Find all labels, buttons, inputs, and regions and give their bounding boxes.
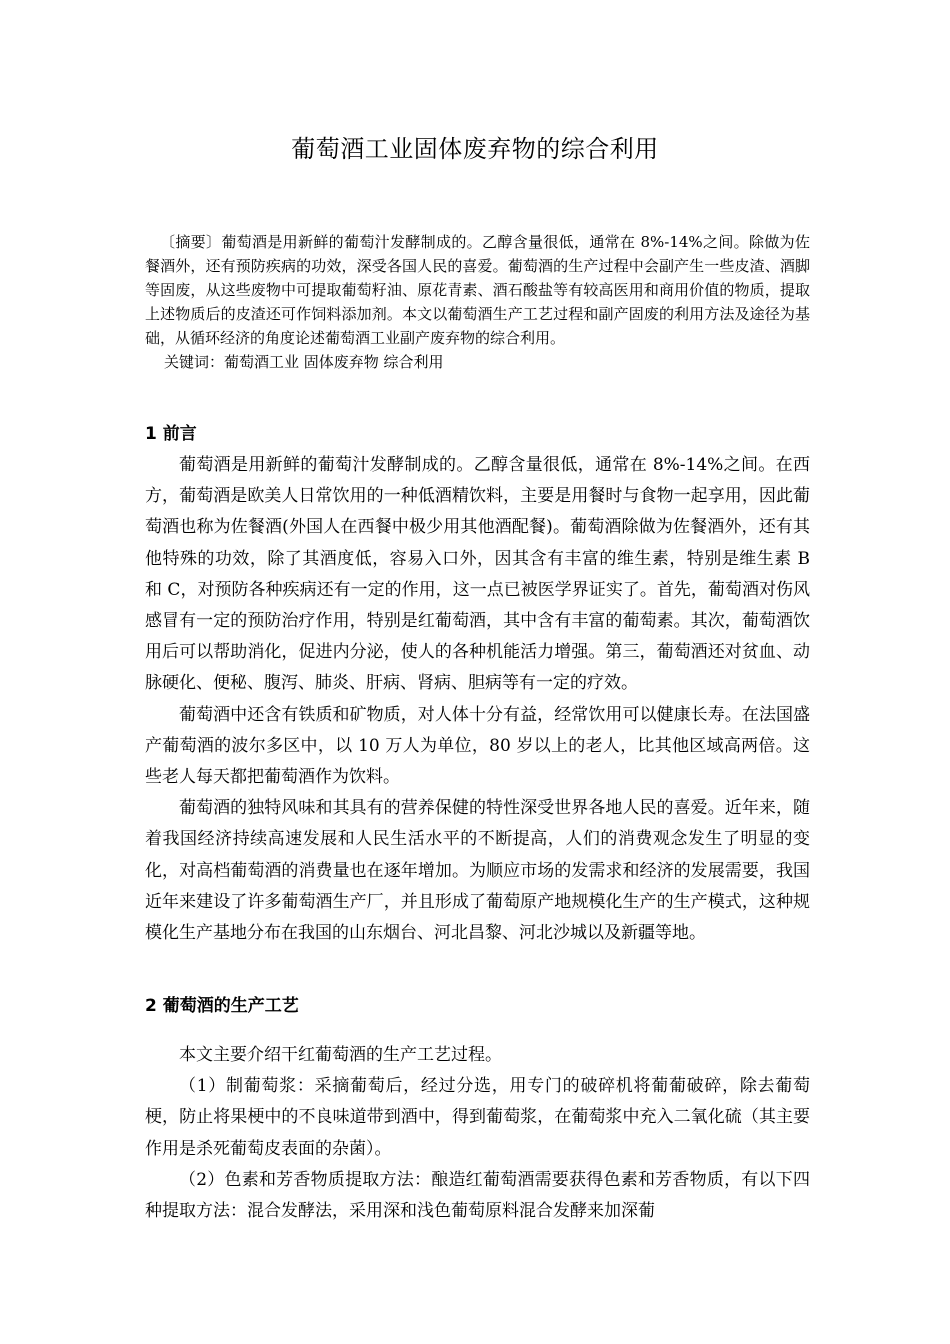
section-body-production-process bbox=[145, 1040, 810, 1227]
abstract-block bbox=[145, 230, 810, 374]
keywords-line: 关键词：葡萄酒工业 固体废弃物 综合利用 bbox=[164, 353, 444, 371]
paragraph: （1）制葡萄浆：采摘葡萄后，经过分选，用专门的破碎机将葡葡破碎，除去葡萄梗，防止将果梗中的不良味道带到酒中，得到葡萄浆，在葡萄浆中充入二氧化硫（其主要作用是杀死葡萄皮表面的杂菌）。 bbox=[145, 1076, 810, 1159]
paragraph: 葡萄酒的独特风味和其具有的营养保健的特性深受世界各地人民的喜爱。近年来，随着我国经济持续高速发展和人民生活水平的不断提高，人们的消费观念发生了明显的变化，对高档葡萄酒的消费量也在逐年增加。为顺应市场的发需求和经济的发展需要，我国近年来建设了许多葡萄酒生产厂，并且形成了葡萄原产地规模化生产的生产模式，这种规模化生产基地分布在我国的山东烟台、河北昌黎、河北沙城以及新疆等地。 bbox=[145, 798, 810, 944]
section-heading-production-process: 2 葡萄酒的生产工艺 bbox=[145, 996, 299, 1016]
paragraph: 葡萄酒中还含有铁质和矿物质，对人体十分有益，经常饮用可以健康长寿。在法国盛产葡萄酒的波尔多区中，以 10 万人为单位，80 岁以上的老人，比其他区域高两倍。这些老人每天都把葡萄酒作为饮料。 bbox=[145, 704, 810, 788]
paragraph: （2）色素和芳香物质提取方法：酿造红葡萄酒需要获得色素和芳香物质，有以下四种提取方法：混合发酵法，采用深和浅色葡萄原料混合发酵来加深葡 bbox=[145, 1169, 810, 1222]
paragraph: 葡萄酒是用新鲜的葡萄汁发酵制成的。乙醇含量很低，通常在 8%-14%之间。在西方，葡萄酒是欧美人日常饮用的一种低酒精饮料，主要是用餐时与食物一起享用，因此葡萄酒也称为佐餐酒(外国人在西餐中极少用其他酒配餐)。葡萄酒除做为佐餐酒外，还有其他特殊的功效，除了其酒度低，容易入口外，因其含有丰富的维生素，特别是维生素 B 和 C，对预防各种疾病还有一定的作用，这一点已被医学界证实了。首先，葡萄酒对伤风感冒有一定的预防治疗作用，特别是红葡萄酒，其中含有丰富的葡萄素。其次，葡萄酒饮用后可以帮助消化，促进内分泌，使人的各种机能活力增强。第三，葡萄酒还对贫血、动脉硬化、便秘、腹泻、肺炎、肝病、肾病、胆病等有一定的疗效。 bbox=[145, 455, 810, 694]
section-body-introduction bbox=[145, 450, 810, 949]
abstract-text: 〔摘要〕葡萄酒是用新鲜的葡萄汁发酵制成的。乙醇含量很低，通常在 8%-14%之间。除做为佐餐酒外，还有预防疾病的功效，深受各国人民的喜爱。葡萄酒的生产过程中会副产生一些皮渣、酒脚等固废，从这些废物中可提取葡萄籽油、原花青素、酒石酸盐等有较高医用和商用价值的物质，提取上述物质后的皮渣还可作饲料添加剂。本文以葡萄酒生产工艺过程和副产固废的利用方法及途径为基础，从循环经济的角度论述葡萄酒工业副产废弃物的综合利用。 bbox=[145, 233, 810, 347]
section-heading-introduction: 1 前言 bbox=[145, 424, 197, 444]
paragraph: 本文主要介绍干红葡萄酒的生产工艺过程。 bbox=[179, 1045, 502, 1065]
document-title: 葡萄酒工业固体废弃物的综合利用 bbox=[291, 135, 659, 163]
